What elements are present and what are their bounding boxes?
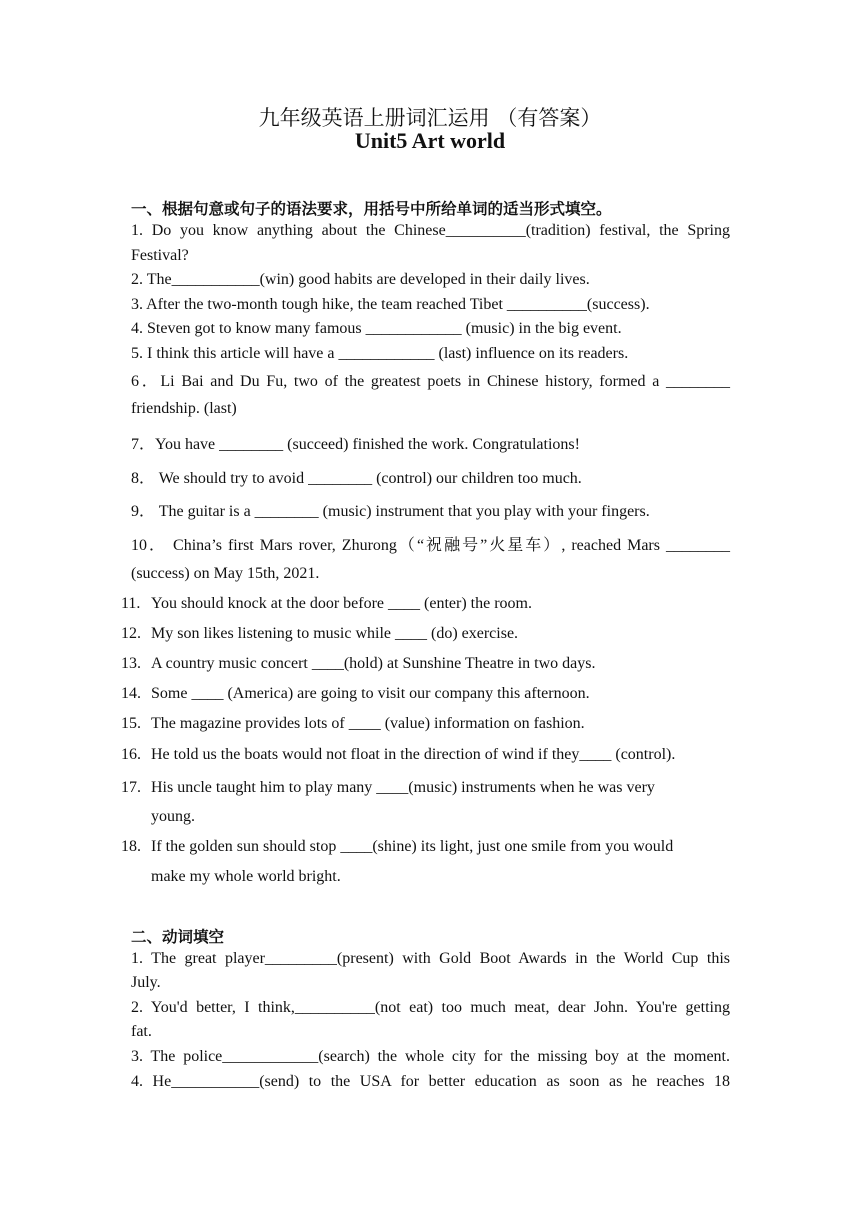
exercise-line: 1. Do you know anything about the Chinese__________(tradition) festival, the Spring — [131, 222, 730, 239]
exercise-item: The magazine provides lots of ____ (value) information on fashion. — [151, 715, 585, 732]
exercise-line: 3. After the two-month tough hike, the team reached Tibet __________(success). — [131, 296, 650, 313]
exercise-line: friendship. (last) — [131, 400, 237, 417]
exercise-line: 6．Li Bai and Du Fu, two of the greatest poets in Chinese history, formed a ________ — [131, 373, 730, 390]
exercise-line: 1. The great player_________(present) with Gold Boot Awards in the World Cup this — [131, 950, 730, 967]
exercise-line: 8． We should try to avoid ________ (control) our children too much. — [131, 470, 582, 487]
exercise-line: Festival? — [131, 247, 189, 264]
section2-heading: 二、动词填空 — [131, 928, 225, 946]
exercise-line: 5. I think this article will have a ____________ (last) influence on its readers. — [131, 345, 629, 362]
exercise-line: 9． The guitar is a ________ (music) instrument that you play with your fingers. — [131, 503, 650, 520]
exercise-item: If the golden sun should stop ____(shine) its light, just one smile from you would — [151, 838, 674, 855]
item-number: 11. — [121, 595, 141, 612]
item-number: 18. — [121, 838, 141, 855]
exercise-item: His uncle taught him to play many ____(music) instruments when he was very — [151, 779, 655, 796]
item-number: 12. — [121, 625, 141, 642]
exercise-item: My son likes listening to music while ____ (do) exercise. — [151, 625, 519, 642]
exercise-item: You should knock at the door before ____ (enter) the room. — [151, 595, 532, 612]
exercise-item: A country music concert ____(hold) at Sunshine Theatre in two days. — [151, 655, 596, 672]
item-number: 16. — [121, 746, 141, 763]
exercise-line: 7．You have ________ (succeed) finished the work. Congratulations! — [131, 436, 580, 453]
page-subtitle: Unit5 Art world — [354, 128, 506, 153]
exercise-line: (success) on May 15th, 2021. — [131, 565, 320, 582]
item-number: 14. — [121, 685, 141, 702]
item-number: 13. — [121, 655, 141, 672]
section1-heading: 一、根据句意或句子的语法要求，用括号中所给单词的适当形式填空。 — [131, 200, 612, 218]
exercise-line: 4. Steven got to know many famous ____________ (music) in the big event. — [131, 320, 622, 337]
exercise-line: 10． China’s first Mars rover, Zhurong（“祝融号”火星车）, reached Mars ________ — [131, 537, 730, 554]
item-number: 17. — [121, 779, 141, 796]
exercise-line: 2. You'd better, I think,__________(not eat) too much meat, dear John. You're getting — [131, 999, 730, 1016]
exercise-line: July. — [131, 974, 161, 991]
exercise-item: make my whole world bright. — [151, 868, 341, 885]
exercise-item: He told us the boats would not float in the direction of wind if they____ (control). — [151, 746, 676, 763]
exercise-line: fat. — [131, 1023, 152, 1040]
page-title: 九年级英语上册词汇运用 （有答案） — [258, 106, 602, 130]
exercise-line: 4. He___________(send) to the USA for better education as soon as he reaches 18 — [131, 1073, 730, 1090]
exercise-line: 2. The___________(win) good habits are developed in their daily lives. — [131, 271, 590, 288]
exercise-item: young. — [151, 808, 195, 825]
exercise-item: Some ____ (America) are going to visit our company this afternoon. — [151, 685, 590, 702]
exercise-line: 3. The police____________(search) the whole city for the missing boy at the moment. — [131, 1048, 730, 1065]
item-number: 15. — [121, 715, 141, 732]
